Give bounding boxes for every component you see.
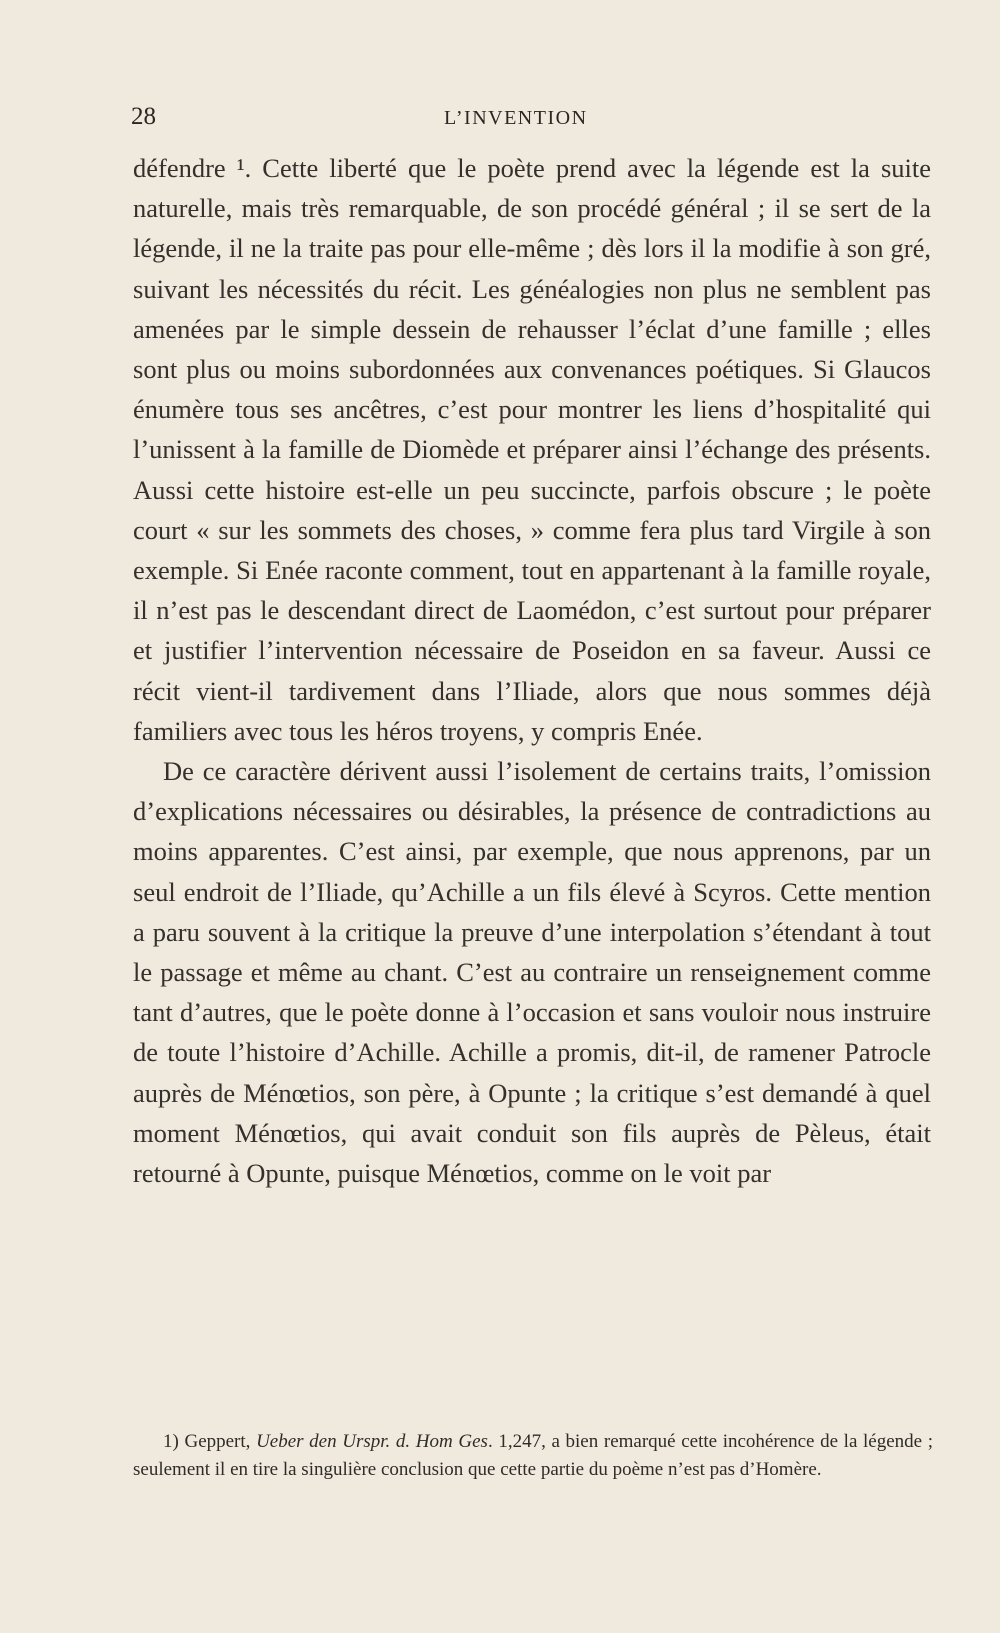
footnote-author: Geppert, [184,1431,251,1452]
footnote-number: 1) [163,1431,179,1452]
page-number: 28 [131,103,156,130]
body-text [133,148,931,1193]
footnote-1 [133,1428,933,1484]
paragraph-2: De ce caractère dérivent aussi l’isolement de certains traits, l’omission d’explications nécessaires ou désirables, la présence de contradictions au moins apparentes. C’est ainsi, par exemple, que nous apprenons, par un seul endroit de l’Iliade, qu’Achille a un fils élevé à Scyros. Cette mention a paru souvent à la critique la preuve d’une interpolation s’étendant à tout le passage et même au chant. C’est au contraire un renseignement comme tant d’autres, que le poète donne à l’occasion et sans vouloir nous instruire de toute l’histoire d’Achille. Achille a promis, dit-il, de ramener Patrocle auprès de Ménœtios, son père, à Opunte ; la critique s’est demandé à quel moment Ménœtios, qui avait conduit son fils auprès de Pèleus, était retourné à Opunte, puisque Ménœtios, comme on le voit par [133,756,931,1189]
running-head: L’INVENTION [444,107,588,129]
footnote-text: . 1,247, a bien remarqué cette incohérence de la légende ; seulement il en tire la singulière conclusion que cette partie du poème n’est pas d’Homère. [133,1431,934,1480]
footnote-reference: Ueber den Urspr. d. Hom Ges [256,1431,488,1452]
footnotes [133,1428,933,1484]
paragraph-1: défendre ¹. Cette liberté que le poète prend avec la légende est la suite naturelle, mais très remarquable, de son procédé général ; il se sert de la légende, il ne la traite pas pour elle-même ; dès lors il la modifie à son gré, suivant les nécessités du récit. Les généalogies non plus ne semblent pas amenées par le simple dessein de rehausser l’éclat d’une famille ; elles sont plus ou moins subordonnées aux convenances poétiques. Si Glaucos énumère tous ses ancêtres, c’est pour montrer les liens d’hospitalité qui l’unissent à la famille de Diomède et préparer ainsi l’échange des présents. Aussi cette histoire est-elle un peu succincte, parfois obscure ; le poète court « sur les sommets des choses, » comme fera plus tard Virgile à son exemple. Si Enée raconte comment, tout en appartenant à la famille royale, il n’est pas le descendant direct de Laomédon, c’est surtout pour préparer et justifier l’intervention nécessaire de Poseidon en sa faveur. Aussi ce récit vient-il tardivement dans l’Iliade, alors que nous sommes déjà familiers avec tous les héros troyens, y compris Enée. [133,153,931,746]
page-header [131,102,931,142]
